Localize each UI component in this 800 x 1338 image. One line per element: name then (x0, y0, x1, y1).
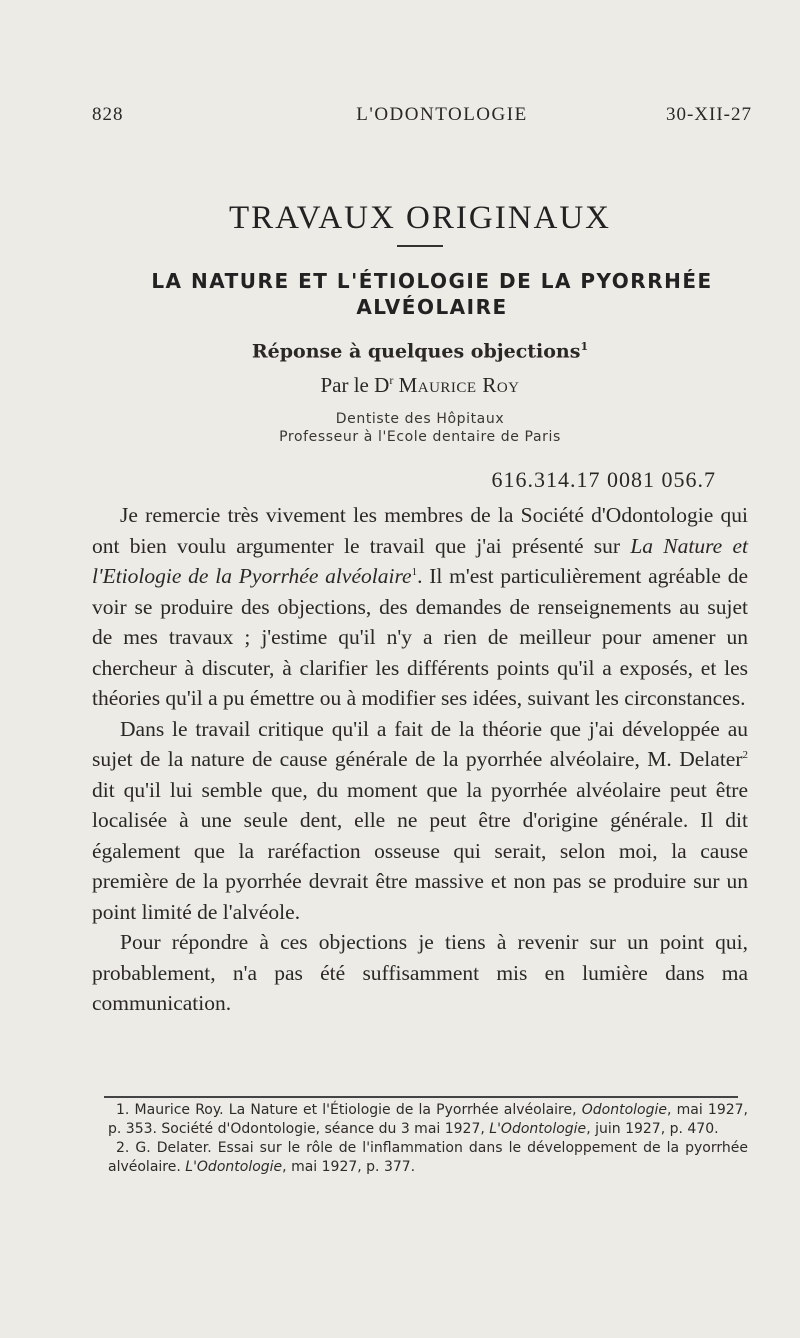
footnote-2 (108, 1139, 748, 1177)
running-head (92, 104, 752, 128)
article-subtitle (0, 340, 800, 362)
issue-date: 30-XII-27 (665, 104, 752, 125)
cited-title: La Nature et l'Etiologie de la Pyorrhée alvéolaire (92, 533, 748, 588)
section-title: TRAVAUX ORIGINAUX (228, 200, 612, 236)
footnote-1-text-a: 1. Maurice Roy. La Nature et l'Étiologie de la Pyorrhée alvéolaire, (116, 1102, 582, 1118)
footnote-2-text-a: 2. G. Delater. Essai sur le rôle de l'inflammation dans le développement de la pyorrhée alvéolaire. (108, 1140, 748, 1175)
author-name: Maurice Roy (398, 373, 520, 397)
article-body (92, 500, 748, 1019)
footnote-2-journal: L'Odontologie (185, 1159, 283, 1175)
article-title (92, 268, 772, 320)
paragraph-2-text-b: dit qu'il lui semble que, du moment que la pyorrhée alvéolaire peut être localisée à une seule dent, elle ne peut être d'origine générale. Il dit également que la raréfaction osseuse qui serait, selon moi, la cause première de la pyorrhée devrait être massive et non pas se produire sur un point limité de l'alvéole. (92, 777, 748, 924)
footnote-ref-1: 1 (411, 565, 418, 578)
byline (0, 373, 800, 398)
author-affiliation-1: Dentiste des Hôpitaux (335, 411, 505, 427)
footnotes (108, 1101, 748, 1177)
paragraph-1 (92, 500, 748, 714)
footnote-ref-2: 2 (742, 748, 748, 761)
author-affiliation-2: Professeur à l'Ecole dentaire de Paris (279, 429, 561, 445)
paragraph-3: Pour répondre à ces objections je tiens à revenir sur un point qui, probablement, n'a pas été suffisamment mis en lumière dans ma communication. (92, 930, 748, 1015)
article-title-line-1: LA NATURE ET L'ÉTIOLOGIE DE LA PYORRHÉE (151, 269, 713, 293)
byline-dr-sup: r (389, 373, 394, 387)
paragraph-1-text-b: . Il m'est particulièrement agréable de voir se produire des objections, des demandes de renseignements au sujet de mes travaux ; j'estime qu'il n'y a rien de meilleur pour amener un chercheur à discuter, à clarifier les différents points qu'il a exposés, et les théories qu'il a pu émettre ou à modifier ses idées, suivant les circonstances. (92, 564, 748, 710)
title-rule (397, 245, 443, 247)
footnote-1-journal-2: L'Odontologie (489, 1121, 587, 1137)
footnote-2-text-b: , mai 1927, p. 377. (282, 1159, 416, 1175)
footnote-1-text-b: , mai 1927, p. 353. Société d'Odontologie, séance du 3 mai 1927, (108, 1102, 748, 1137)
footnote-rule (104, 1096, 738, 1098)
page-number: 828 (92, 104, 124, 125)
subtitle-note-ref: 1 (580, 340, 589, 353)
subtitle-text: Réponse à quelques objections (251, 340, 581, 363)
journal-name: L'ODONTOLOGIE (356, 104, 528, 125)
paragraph-2-text-a: Dans le travail critique qu'il a fait de la théorie que j'ai développée au sujet de la nature de cause générale de la pyorrhée alvéolaire, M. Delater (92, 716, 748, 771)
paragraph-1-text-a: Je remercie très vivement les membres de la Société d'Odontologie qui ont bien voulu argumenter le travail que j'ai présenté sur (92, 503, 748, 558)
byline-prefix: Par le D (320, 373, 390, 397)
footnote-1-journal: Odontologie (581, 1102, 667, 1118)
footnote-1-text-c: , juin 1927, p. 470. (586, 1121, 719, 1137)
footnote-1 (108, 1101, 748, 1139)
classification-code: 616.314.17 0081 056.7 (491, 467, 716, 492)
article-title-line-2: ALVÉOLAIRE (356, 295, 508, 319)
paragraph-2 (92, 714, 748, 928)
